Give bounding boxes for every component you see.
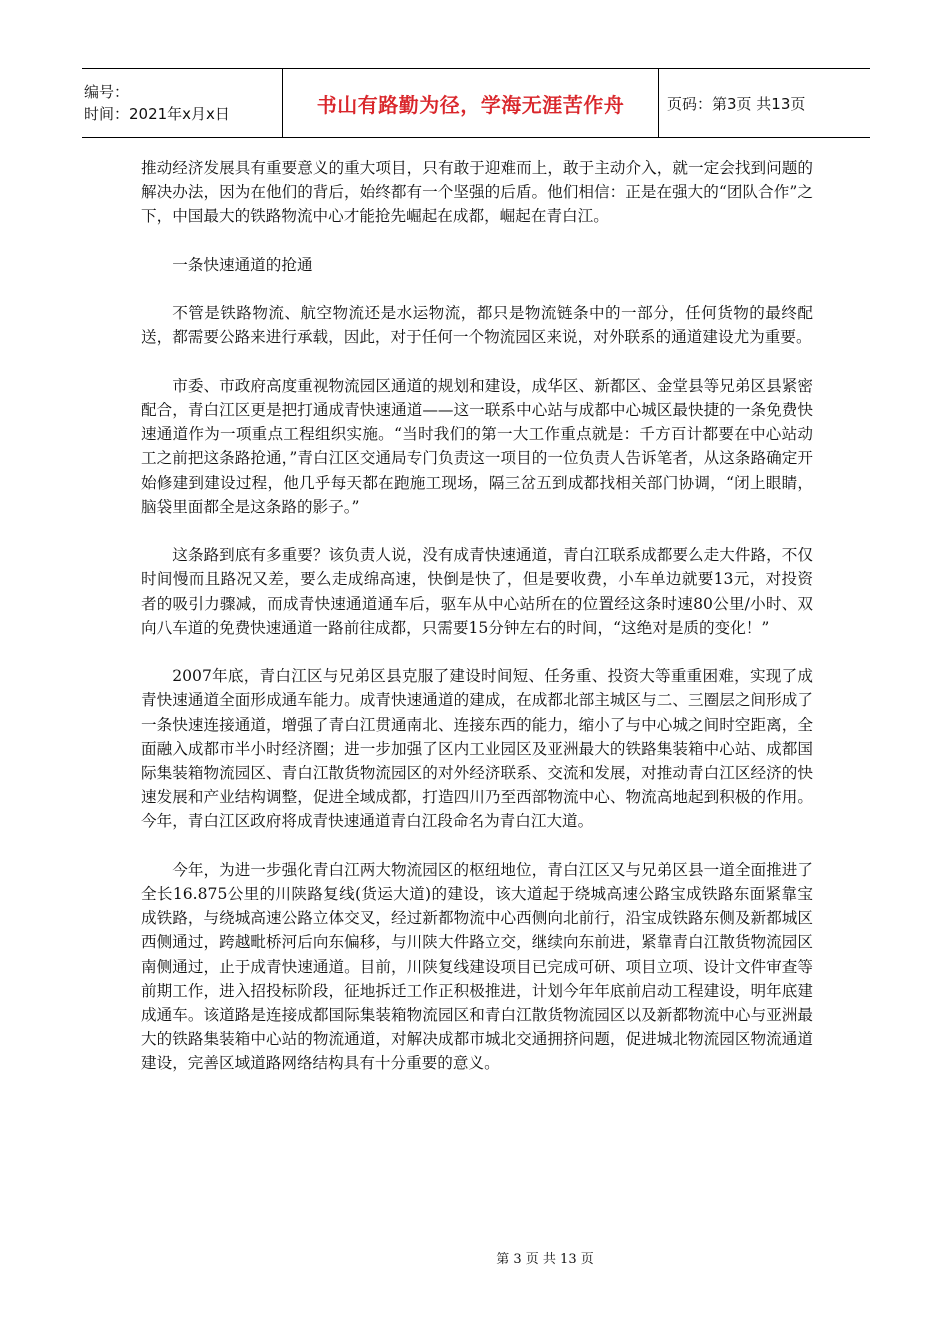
paragraph: 这条路到底有多重要？该负责人说，没有成青快速通道，青白江联系成都要么走大件路，不仅时间慢而且路况又差，要么走成绵高速，快倒是快了，但是要收费，小车单边就要13元，对投资者的吸引力骤减，而成青快速通道通车后，驱车从中心站所在的位置经这条时速80公里/小时、双向八车道的免费快速通道一路前往成都，只需要15分钟左右的时间，“这绝对是质的变化！” (141, 546, 813, 637)
paragraph: 2007年底，青白江区与兄弟区县克服了建设时间短、任务重、投资大等重重困难，实现了成青快速通道全面形成通车能力。成青快速通道的建成，在成都北部主城区与二、三圈层之间形成了一条快速连接通道，增强了青白江贯通南北、连接东西的能力，缩小了与中心城之间时空距离，全面融入成都市半小时经济圈；进一步加强了区内工业园区及亚洲最大的铁路集装箱中心站、成都国际集装箱物流园区、青白江散货物流园区的对外经济联系、交流和发展，对推动青白江区经济的快速发展和产业结构调整，促进全域成都，打造四川乃至西部物流中心、物流高地起到积极的作用。今年，青白江区政府将成青快速通道青白江段命名为青白江大道。 (141, 667, 813, 831)
header-meta (82, 69, 283, 137)
section-heading: 一条快速通道的抢通 (172, 255, 313, 274)
header-page-number: 页码：第3页 共13页 (667, 94, 806, 113)
document-number-label: 编号： (84, 83, 130, 101)
paragraph: 今年，为进一步强化青白江两大物流园区的枢纽地位，青白江区又与兄弟区县一道全面推进了全长16.875公里的川陕路复线(货运大道)的建设，该大道起于绕城高速公路宝成铁路东面紧靠宝成铁路，与绕城高速公路立体交叉，经过新都物流中心西侧向北前行，沿宝成铁路东侧及新都城区西侧通过，跨越毗桥河后向东偏移，与川陕大件路立交，继续向东前进，紧靠青白江散货物流园区南侧通过，止于成青快速通道。目前，川陕复线建设项目已完成可研、项目立项、设计文件审查等前期工作，进入招投标阶段，征地拆迁工作正积极推进，计划今年年底前启动工程建设，明年底建成通车。该道路是连接成都国际集装箱物流园区和青白江散货物流园区以及新都物流中心与亚洲最大的铁路集装箱中心站的物流通道，对解决成都市城北交通拥挤问题，促进城北物流园区物流通道建设，完善区域道路网络结构具有十分重要的意义。 (141, 860, 813, 1073)
header-motto: 书山有路勤为径，学海无涯苦作舟 (316, 92, 625, 117)
header-motto-cell (283, 69, 659, 137)
page-header (82, 68, 870, 138)
paragraph: 推动经济发展具有重要意义的重大项目，只有敢于迎难而上，敢于主动介入，就一定会找到问题的解决办法，因为在他们的背后，始终都有一个坚强的后盾。他们相信：正是在强大的“团队合作”之下，中国最大的铁路物流中心才能抢先崛起在成都，崛起在青白江。 (141, 159, 813, 226)
paragraph: 市委、市政府高度重视物流园区通道的规划和建设，成华区、新都区、金堂县等兄弟区县紧密配合，青白江区更是把打通成青快速通道——这一联系中心站与成都中心城区最快捷的一条免费快速通道作为一项重点工程组织实施。“当时我们的第一大工作重点就是：千方百计都要在中心站动工之前把这条路抢通，”青白江区交通局专门负责这一项目的一位负责人告诉笔者，从这条路确定开始修建到建设过程，他几乎每天都在跑施工现场，隔三岔五到成都找相关部门协调，“闭上眼睛，脑袋里面都全是这条路的影子。” (141, 376, 813, 516)
paragraph: 不管是铁路物流、航空物流还是水运物流，都只是物流链条中的一部分，任何货物的最终配送，都需要公路来进行承载，因此，对于任何一个物流园区来说，对外联系的通道建设尤为重要。 (141, 304, 813, 347)
page-footer: 第 3 页 共 13 页 (496, 1252, 594, 1267)
document-date-label: 时间：2021年x月x日 (84, 105, 230, 123)
header-page-cell (659, 69, 870, 137)
document-body (141, 156, 813, 1100)
